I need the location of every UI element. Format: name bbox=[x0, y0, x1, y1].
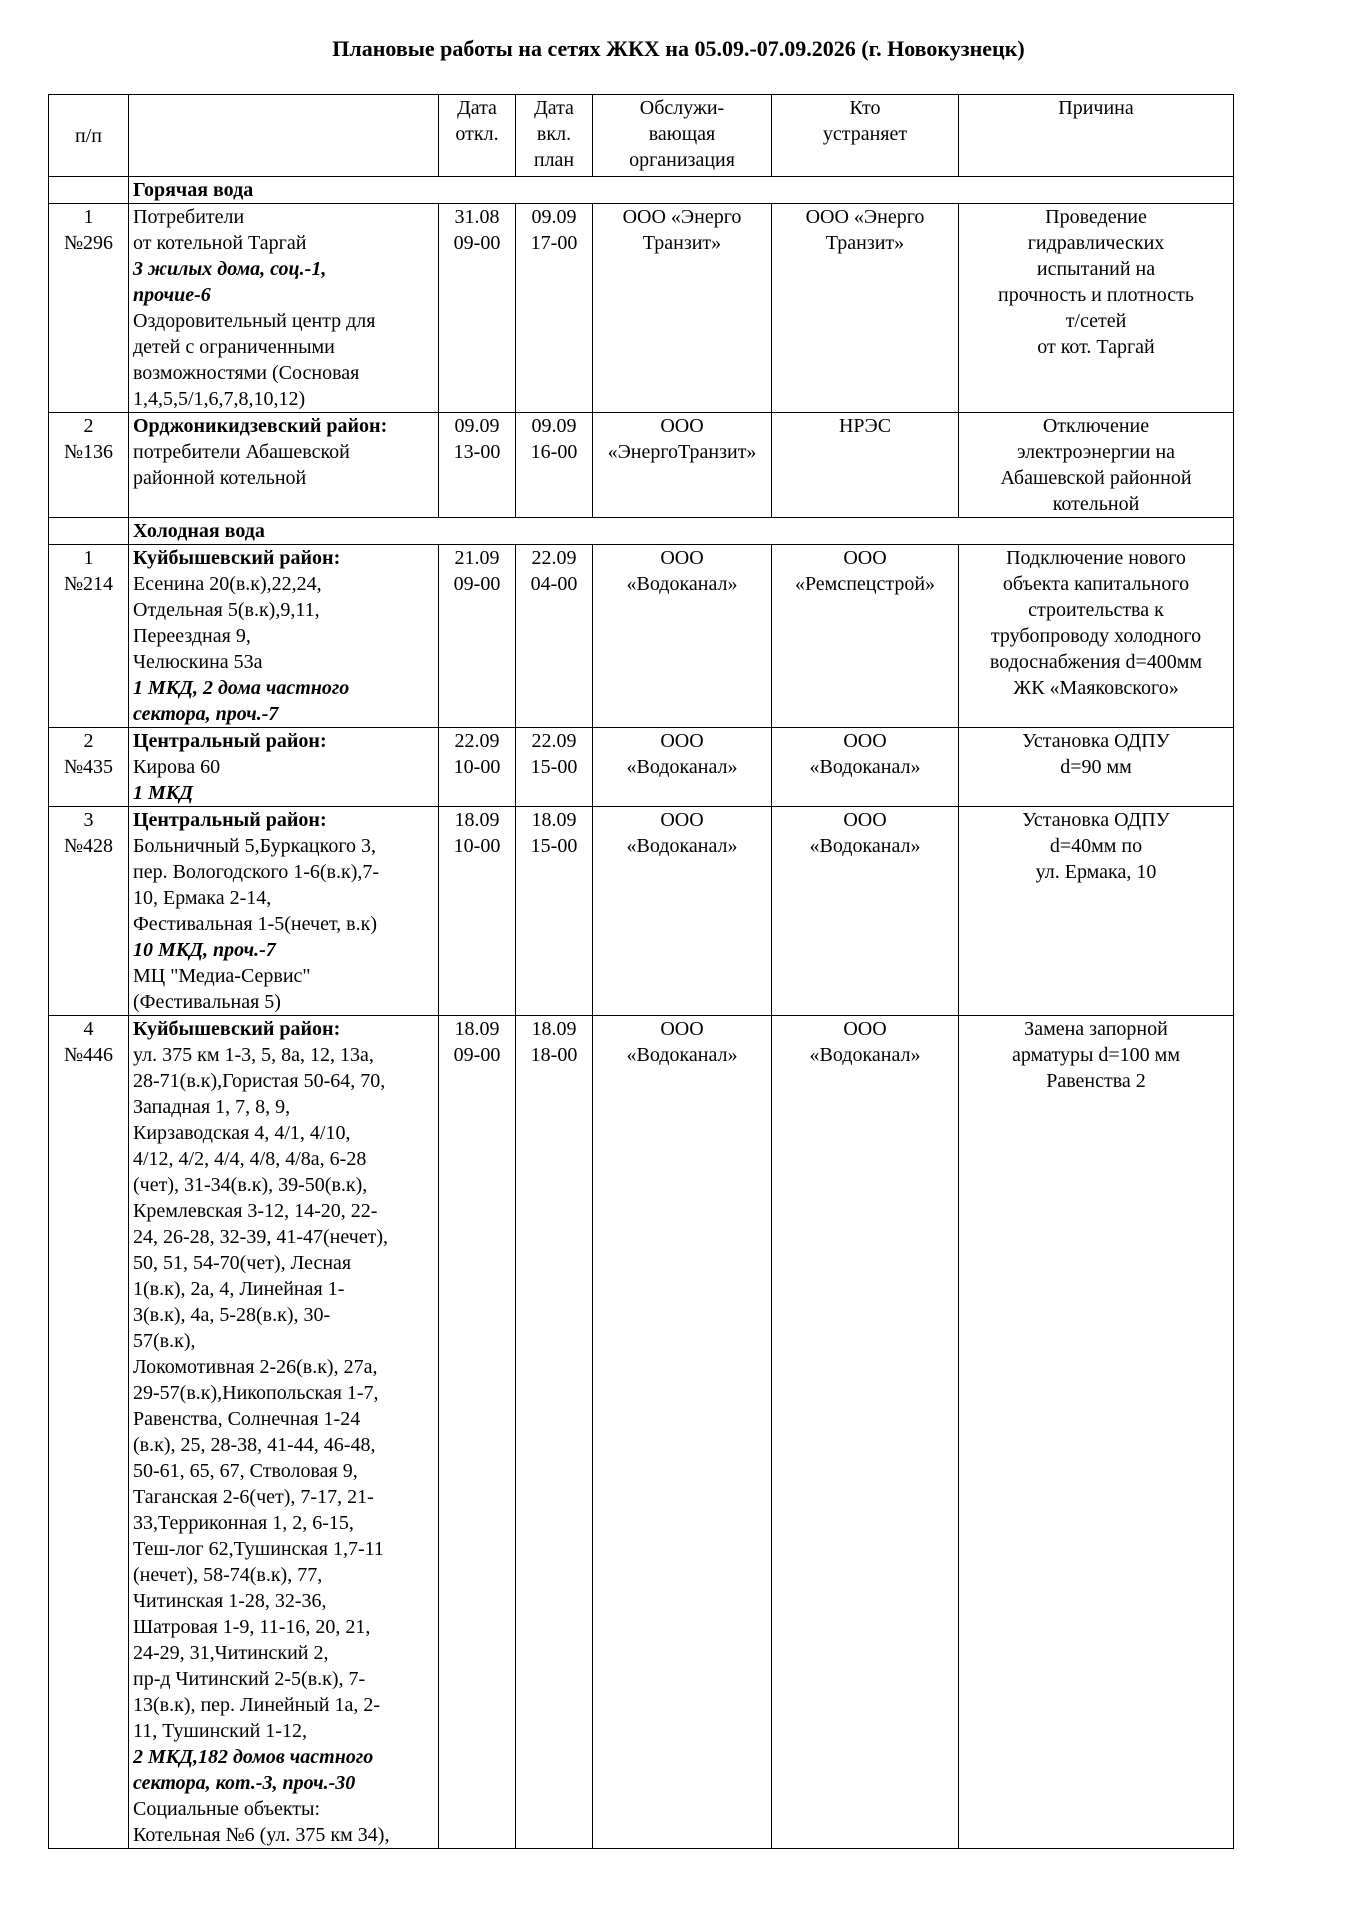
org-line: Транзит» bbox=[642, 232, 722, 254]
address-line: Больничный 5,Буркацкого 3, bbox=[133, 835, 377, 857]
date-line: 15-00 bbox=[530, 835, 578, 857]
org-line: ООО «Энерго bbox=[622, 206, 742, 228]
consumer-summary: сектора, проч.-7 bbox=[133, 703, 279, 725]
table-row bbox=[49, 204, 1234, 413]
date-line: 10-00 bbox=[453, 756, 501, 778]
extra-line: Котельная №6 (ул. 375 км 34), bbox=[133, 1824, 390, 1846]
address-line: Локомотивная 2-26(в.к), 27а, bbox=[133, 1356, 378, 1378]
row-number-line: 1 bbox=[83, 206, 94, 228]
row-number-line: 4 bbox=[83, 1018, 94, 1040]
row-number-line: №446 bbox=[63, 1044, 114, 1066]
address-line: Фестивальная 1-5(нечет, в.к) bbox=[133, 913, 378, 935]
works-table bbox=[48, 94, 1234, 1849]
row-off-date bbox=[439, 807, 516, 1016]
row-address bbox=[129, 545, 439, 728]
address-line: Отдельная 5(в.к),9,11, bbox=[133, 599, 320, 621]
address-line: 50-61, 65, 67, Стволовая 9, bbox=[133, 1460, 358, 1482]
reason-line: строительства к bbox=[1028, 599, 1164, 621]
reason-line: ул. Ермака, 10 bbox=[1035, 861, 1157, 883]
executor-line: ООО bbox=[843, 1018, 887, 1040]
executor-line: Транзит» bbox=[825, 232, 905, 254]
row-on-date bbox=[516, 545, 593, 728]
row-on-date bbox=[516, 728, 593, 807]
header-executor bbox=[772, 95, 959, 177]
reason-line: d=90 мм bbox=[1060, 756, 1132, 778]
row-executor bbox=[772, 204, 959, 413]
header-off-date bbox=[439, 95, 516, 177]
reason-line: электроэнергии на bbox=[1016, 441, 1176, 463]
header-label-line: откл. bbox=[455, 123, 499, 145]
extra-line: возможностями (Сосновая bbox=[133, 362, 360, 384]
date-line: 09-00 bbox=[453, 573, 501, 595]
org-line: «Водоканал» bbox=[626, 835, 738, 857]
consumer-summary: прочие-6 bbox=[133, 284, 211, 306]
address-line: 29-57(в.к),Никопольская 1-7, bbox=[133, 1382, 379, 1404]
row-executor bbox=[772, 807, 959, 1016]
row-executor bbox=[772, 728, 959, 807]
row-address bbox=[129, 728, 439, 807]
address-line: 24, 26-28, 32-39, 41-47(нечет), bbox=[133, 1226, 389, 1248]
consumer-summary: сектора, кот.-3, проч.-30 bbox=[133, 1772, 356, 1794]
reason-line: гидравлических bbox=[1027, 232, 1165, 254]
date-line: 16-00 bbox=[530, 441, 578, 463]
date-line: 18.09 bbox=[531, 1018, 577, 1040]
section-num-cell bbox=[49, 518, 129, 545]
org-line: ООО bbox=[660, 809, 704, 831]
reason-line: Абашевской районной bbox=[1000, 467, 1192, 489]
org-line: ООО bbox=[660, 1018, 704, 1040]
row-number-line: №136 bbox=[63, 441, 114, 463]
row-address bbox=[129, 807, 439, 1016]
address-line: пр-д Читинский 2-5(в.к), 7- bbox=[133, 1668, 366, 1690]
date-line: 18.09 bbox=[454, 1018, 500, 1040]
address-line: 1(в.к), 2а, 4, Линейная 1- bbox=[133, 1278, 345, 1300]
address-line: 28-71(в.к),Гористая 50-64, 70, bbox=[133, 1070, 386, 1092]
executor-line: ООО bbox=[843, 809, 887, 831]
table-row bbox=[49, 728, 1234, 807]
executor-line: ООО «Энерго bbox=[805, 206, 925, 228]
section-cold-water bbox=[49, 518, 1234, 545]
row-number-line: №296 bbox=[63, 232, 114, 254]
section-hot-water bbox=[49, 177, 1234, 204]
date-line: 22.09 bbox=[454, 730, 500, 752]
table-row bbox=[49, 807, 1234, 1016]
row-on-date bbox=[516, 204, 593, 413]
reason-line: т/сетей bbox=[1065, 310, 1127, 332]
reason-line: объекта капитального bbox=[1002, 573, 1190, 595]
reason-line: Установка ОДПУ bbox=[1022, 730, 1170, 752]
address-line: 4/12, 4/2, 4/4, 4/8, 4/8а, 6-28 bbox=[133, 1148, 367, 1170]
org-line: «ЭнергоТранзит» bbox=[607, 441, 757, 463]
reason-line: ЖК «Маяковского» bbox=[1013, 677, 1179, 699]
address-line: Таганская 2-6(чет), 7-17, 21- bbox=[133, 1486, 374, 1508]
executor-line: «Водоканал» bbox=[809, 756, 921, 778]
table-row bbox=[49, 1016, 1234, 1849]
consumer-summary: 2 МКД,182 домов частного bbox=[133, 1746, 374, 1768]
address-line: Потребители bbox=[133, 206, 245, 228]
row-number bbox=[49, 807, 129, 1016]
row-service-org bbox=[593, 728, 772, 807]
org-line: ООО bbox=[660, 730, 704, 752]
row-on-date bbox=[516, 807, 593, 1016]
header-label-line: вающая bbox=[648, 123, 716, 145]
date-line: 09-00 bbox=[453, 1044, 501, 1066]
date-line: 18-00 bbox=[530, 1044, 578, 1066]
reason-line: трубопроводу холодного bbox=[990, 625, 1202, 647]
row-off-date bbox=[439, 413, 516, 518]
reason-line: испытаний на bbox=[1036, 258, 1156, 280]
row-address bbox=[129, 204, 439, 413]
address-line: Кирова 60 bbox=[133, 756, 221, 778]
address-line: 33,Терриконная 1, 2, 6-15, bbox=[133, 1512, 354, 1534]
date-line: 18.09 bbox=[454, 809, 500, 831]
row-service-org bbox=[593, 807, 772, 1016]
row-off-date bbox=[439, 204, 516, 413]
date-line: 21.09 bbox=[454, 547, 500, 569]
header-label-line: план bbox=[533, 149, 575, 171]
org-line: ООО bbox=[660, 547, 704, 569]
row-service-org bbox=[593, 545, 772, 728]
extra-line: Социальные объекты: bbox=[133, 1798, 321, 1820]
reason-line: арматуры d=100 мм bbox=[1012, 1044, 1180, 1066]
table-header-row bbox=[49, 95, 1234, 177]
extra-line: детей с ограниченными bbox=[133, 336, 335, 358]
address-line: потребители Абашевской bbox=[133, 441, 350, 463]
row-number-line: 3 bbox=[83, 809, 94, 831]
header-label-line: Дата bbox=[457, 97, 497, 119]
header-label-line: Кто bbox=[849, 97, 881, 119]
row-reason bbox=[959, 1016, 1234, 1849]
address-line: Переездная 9, bbox=[133, 625, 251, 647]
reason-line: Проведение bbox=[1045, 206, 1147, 228]
row-off-date bbox=[439, 728, 516, 807]
org-line: ООО bbox=[660, 415, 704, 437]
executor-line: ООО bbox=[843, 730, 887, 752]
date-line: 18.09 bbox=[531, 809, 577, 831]
consumer-summary: 3 жилых дома, соц.-1, bbox=[133, 258, 327, 280]
address-line: 50, 51, 54-70(чет), Лесная bbox=[133, 1252, 352, 1274]
row-reason bbox=[959, 545, 1234, 728]
row-number-line: №214 bbox=[63, 573, 114, 595]
address-line: 57(в.к), bbox=[133, 1330, 196, 1352]
date-line: 31.08 bbox=[454, 206, 500, 228]
row-reason bbox=[959, 807, 1234, 1016]
row-service-org bbox=[593, 204, 772, 413]
district-name: Куйбышевский район: bbox=[133, 1018, 341, 1040]
reason-line: d=40мм по bbox=[1049, 835, 1143, 857]
table-row bbox=[49, 413, 1234, 518]
executor-line: «Водоканал» bbox=[809, 1044, 921, 1066]
date-line: 09.09 bbox=[454, 415, 500, 437]
executor-line: ООО bbox=[843, 547, 887, 569]
executor-line: «Ремспецстрой» bbox=[794, 573, 936, 595]
address-line: (чет), 31-34(в.к), 39-50(в.к), bbox=[133, 1174, 368, 1196]
consumer-summary: 1 МКД bbox=[133, 782, 194, 804]
row-on-date bbox=[516, 1016, 593, 1849]
address-line: Теш-лог 62,Тушинская 1,7-11 bbox=[133, 1538, 384, 1560]
header-label-line: устраняет bbox=[822, 123, 908, 145]
district-name: Центральный район: bbox=[133, 809, 327, 831]
date-line: 09.09 bbox=[531, 415, 577, 437]
section-title: Горячая вода bbox=[129, 177, 1234, 204]
row-on-date bbox=[516, 413, 593, 518]
date-line: 09-00 bbox=[453, 232, 501, 254]
consumer-summary: 10 МКД, проч.-7 bbox=[133, 939, 276, 961]
row-number-line: 2 bbox=[83, 415, 94, 437]
row-address bbox=[129, 413, 439, 518]
header-address bbox=[129, 95, 439, 177]
reason-line: Установка ОДПУ bbox=[1022, 809, 1170, 831]
date-line: 10-00 bbox=[453, 835, 501, 857]
date-line: 22.09 bbox=[531, 547, 577, 569]
extra-line: 1,4,5,5/1,6,7,8,10,12) bbox=[133, 388, 306, 410]
row-service-org bbox=[593, 413, 772, 518]
executor-line: «Водоканал» bbox=[809, 835, 921, 857]
row-executor bbox=[772, 545, 959, 728]
date-line: 09.09 bbox=[531, 206, 577, 228]
reason-line: водоснабжения d=400мм bbox=[989, 651, 1203, 673]
header-num: п/п bbox=[49, 95, 129, 177]
consumer-summary: 1 МКД, 2 дома частного bbox=[133, 677, 350, 699]
org-line: «Водоканал» bbox=[626, 573, 738, 595]
address-line: пер. Вологодского 1-6(в.к),7- bbox=[133, 861, 380, 883]
extra-line: МЦ "Медиа-Сервис" bbox=[133, 965, 311, 987]
header-on-date bbox=[516, 95, 593, 177]
address-line: 24-29, 31,Читинский 2, bbox=[133, 1642, 329, 1664]
section-title: Холодная вода bbox=[129, 518, 1234, 545]
address-line: Шатровая 1-9, 11-16, 20, 21, bbox=[133, 1616, 371, 1638]
address-line: Кремлевская 3-12, 14-20, 22- bbox=[133, 1200, 378, 1222]
date-line: 13-00 bbox=[453, 441, 501, 463]
district-name: Центральный район: bbox=[133, 730, 327, 752]
address-line: Читинская 1-28, 32-36, bbox=[133, 1590, 327, 1612]
address-line: Западная 1, 7, 8, 9, bbox=[133, 1096, 291, 1118]
row-address bbox=[129, 1016, 439, 1849]
row-number bbox=[49, 1016, 129, 1849]
row-number-line: №428 bbox=[63, 835, 114, 857]
header-label-line: Дата bbox=[534, 97, 574, 119]
row-number bbox=[49, 413, 129, 518]
row-executor bbox=[772, 1016, 959, 1849]
row-off-date bbox=[439, 545, 516, 728]
page-title: Плановые работы на сетях ЖКХ на 05.09.-07.09.2026 (г. Новокузнецк) bbox=[332, 36, 1025, 61]
section-num-cell bbox=[49, 177, 129, 204]
address-line: 11, Тушинский 1-12, bbox=[133, 1720, 307, 1742]
district-name: Куйбышевский район: bbox=[133, 547, 341, 569]
address-line: Кирзаводская 4, 4/1, 4/10, bbox=[133, 1122, 351, 1144]
address-line: Равенства, Солнечная 1-24 bbox=[133, 1408, 361, 1430]
org-line: «Водоканал» bbox=[626, 756, 738, 778]
row-executor bbox=[772, 413, 959, 518]
address-line: 3(в.к), 4а, 5-28(в.к), 30- bbox=[133, 1304, 331, 1326]
reason-line: Отключение bbox=[1042, 415, 1150, 437]
reason-line: Замена запорной bbox=[1024, 1018, 1168, 1040]
reason-line: котельной bbox=[1052, 493, 1140, 515]
address-line: (в.к), 25, 28-38, 41-44, 46-48, bbox=[133, 1434, 376, 1456]
row-reason bbox=[959, 204, 1234, 413]
org-line: «Водоканал» bbox=[626, 1044, 738, 1066]
date-line: 22.09 bbox=[531, 730, 577, 752]
row-number-line: 2 bbox=[83, 730, 94, 752]
address-line: ул. 375 км 1-3, 5, 8а, 12, 13а, bbox=[133, 1044, 374, 1066]
header-label-line: организация bbox=[629, 149, 735, 171]
address-line: (нечет), 58-74(в.к), 77, bbox=[133, 1564, 323, 1586]
row-number-line: №435 bbox=[63, 756, 114, 778]
row-number bbox=[49, 204, 129, 413]
address-line: районной котельной bbox=[133, 467, 307, 489]
reason-line: прочность и плотность bbox=[998, 284, 1194, 306]
address-line: 10, Ермака 2-14, bbox=[133, 887, 272, 909]
address-line: Челюскина 53а bbox=[133, 651, 263, 673]
address-line: от котельной Таргай bbox=[133, 232, 307, 254]
reason-line: Равенства 2 bbox=[1046, 1070, 1146, 1092]
row-number bbox=[49, 545, 129, 728]
header-label-line: вкл. bbox=[536, 123, 572, 145]
header-service-org bbox=[593, 95, 772, 177]
date-line: 15-00 bbox=[530, 756, 578, 778]
row-reason bbox=[959, 413, 1234, 518]
row-number bbox=[49, 728, 129, 807]
row-off-date bbox=[439, 1016, 516, 1849]
header-label-line: Обслужи- bbox=[639, 97, 725, 119]
address-line: 13(в.к), пер. Линейный 1а, 2- bbox=[133, 1694, 380, 1716]
extra-line: Оздоровительный центр для bbox=[133, 310, 376, 332]
reason-line: Подключение нового bbox=[1006, 547, 1186, 569]
date-line: 04-00 bbox=[530, 573, 578, 595]
district-name: Орджоникидзевский район: bbox=[133, 415, 388, 437]
header-reason: Причина bbox=[959, 95, 1234, 177]
row-reason bbox=[959, 728, 1234, 807]
row-service-org bbox=[593, 1016, 772, 1849]
reason-line: от кот. Таргай bbox=[1037, 336, 1155, 358]
table-row bbox=[49, 545, 1234, 728]
row-number-line: 1 bbox=[83, 547, 94, 569]
address-line: Есенина 20(в.к),22,24, bbox=[133, 573, 322, 595]
extra-line: (Фестивальная 5) bbox=[133, 991, 281, 1013]
date-line: 17-00 bbox=[530, 232, 578, 254]
executor-line: НРЭС bbox=[838, 415, 892, 437]
